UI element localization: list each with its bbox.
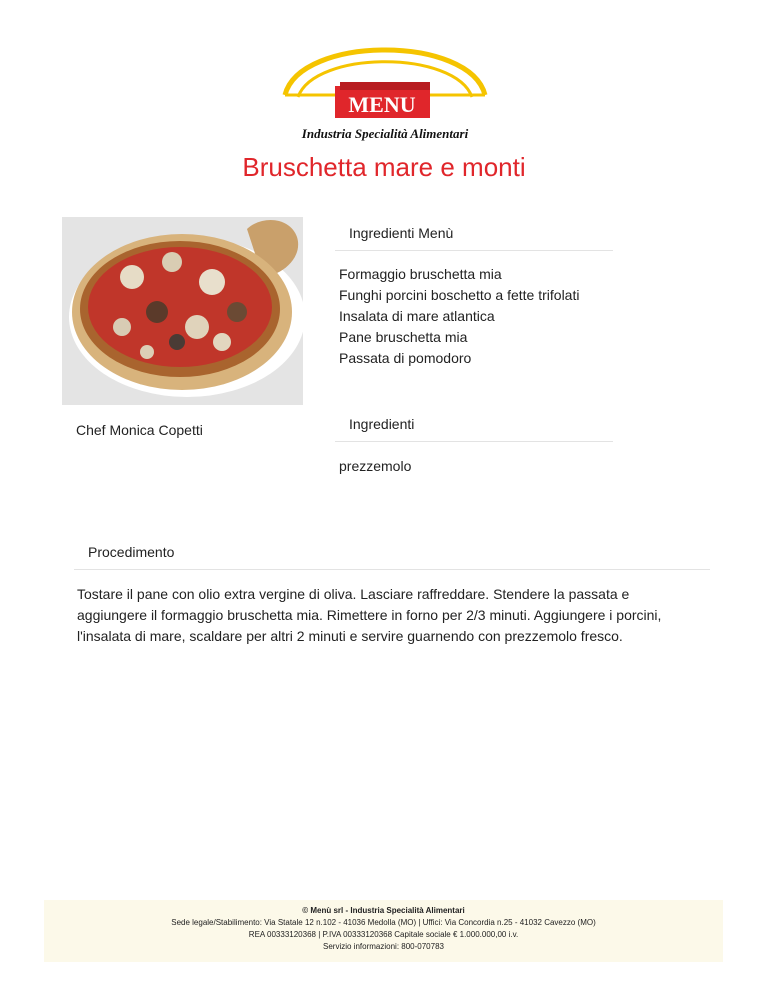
- ingredients-heading: Ingredienti: [349, 416, 415, 432]
- ingredients-list: [339, 456, 411, 477]
- ingredient-item: Pane bruschetta mia: [339, 329, 468, 345]
- chef-name: Chef Monica Copetti: [76, 422, 203, 438]
- logo-graphic: [280, 40, 490, 120]
- footer-copyright: © Menù srl - Industria Specialità Alimentari: [302, 906, 465, 915]
- recipe-photo: [62, 217, 303, 405]
- menu-logo: [280, 40, 490, 145]
- footer: [44, 900, 723, 962]
- menu-ingredients-divider: [335, 250, 613, 251]
- ingredient-item: Passata di pomodoro: [339, 350, 472, 366]
- procedure-heading: Procedimento: [88, 544, 175, 560]
- ingredient-item: prezzemolo: [339, 458, 412, 474]
- svg-text:MENU: MENU: [348, 92, 416, 117]
- ingredient-item: Funghi porcini boschetto a fette trifolati: [339, 287, 580, 303]
- ingredient-item: Formaggio bruschetta mia: [339, 266, 502, 282]
- procedure-divider: [74, 569, 710, 570]
- logo-tagline: Industria Specialità Alimentari: [301, 126, 469, 141]
- footer-registry: REA 00333120368 | P.IVA 00333120368 Capitale sociale € 1.000.000,00 i.v.: [248, 930, 519, 939]
- footer-address: Sede legale/Stabilimento: Via Statale 12 n.102 - 41036 Medolla (MO) | Uffici: Via Concordia n.25 - 41032 Cavezzo (MO): [171, 918, 596, 927]
- ingredients-divider: [335, 441, 613, 442]
- recipe-title: Bruschetta mare e monti: [242, 152, 526, 182]
- footer-service: Servizio informazioni: 800-070783: [323, 942, 444, 951]
- menu-ingredients-list: [339, 264, 579, 369]
- ingredient-item: Insalata di mare atlantica: [339, 308, 495, 324]
- menu-ingredients-heading: Ingredienti Menù: [349, 225, 454, 241]
- procedure-text: Tostare il pane con olio extra vergine di oliva. Lasciare raffreddare. Stendere la passata e aggiungere il formaggio bruschetta mia. Rimettere in forno per 2/3 minuti. Aggiungere i porcini, l'insalata di mare, scaldare per altri 2 minuti e servire guarnendo con prezzemolo fresco.: [77, 586, 662, 644]
